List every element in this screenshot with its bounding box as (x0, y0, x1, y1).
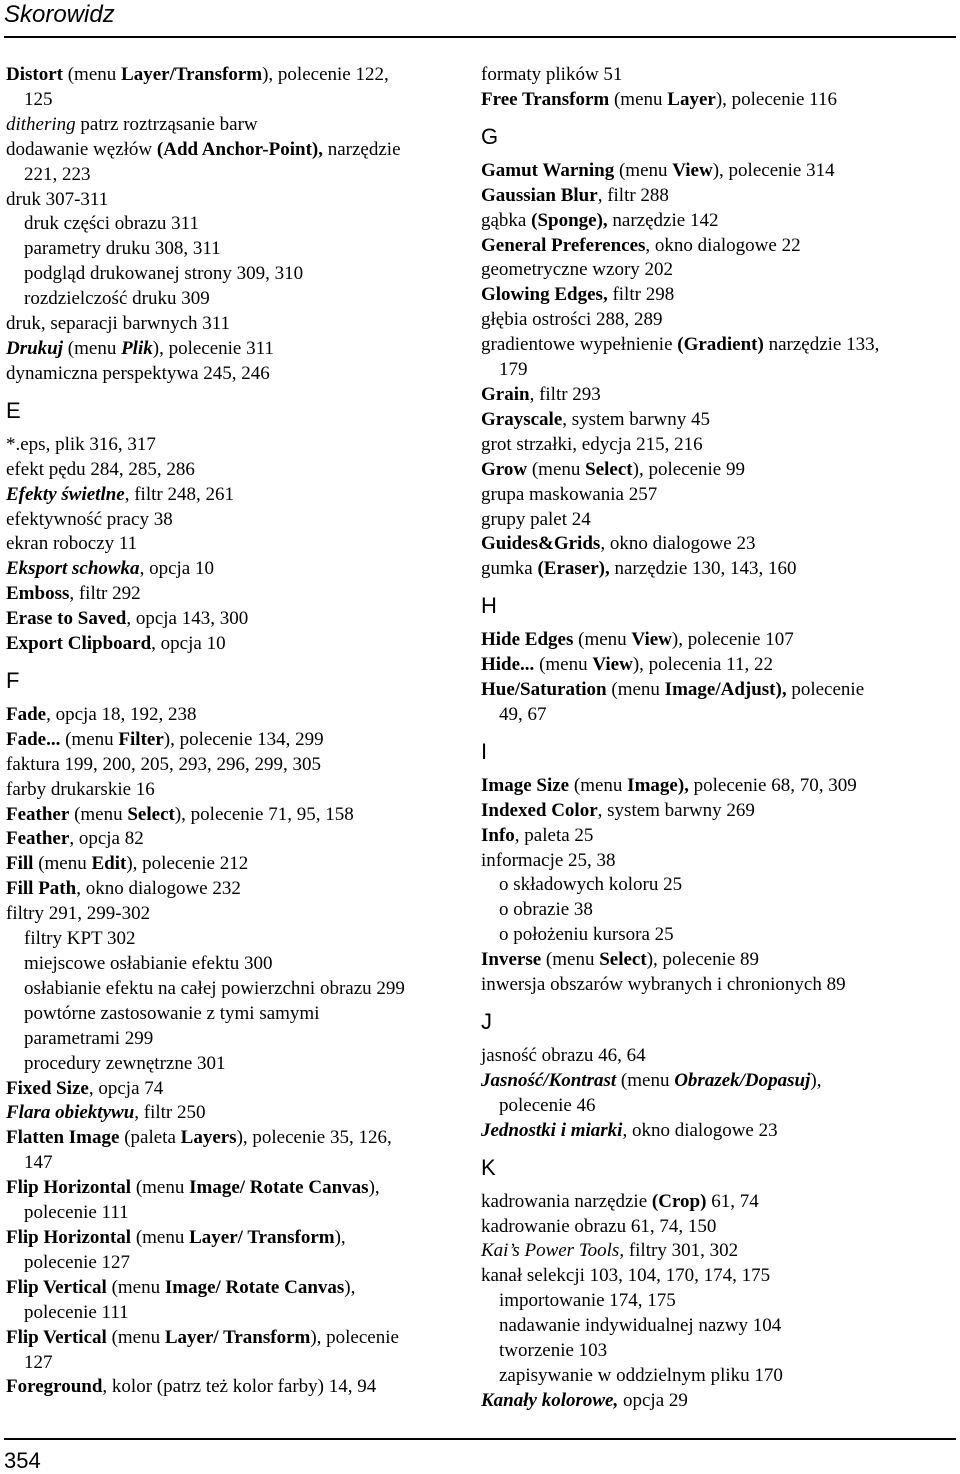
entry-text: Fade (6, 703, 47, 725)
entry-text: View (672, 159, 713, 181)
entry-text: druk, separacji barwnych 311 (6, 313, 231, 335)
entry-text: ), (810, 1069, 822, 1091)
entry-text: ), polecenia 11, 22 (632, 654, 773, 676)
entry-text: (menu (573, 629, 632, 651)
index-subentry (6, 262, 468, 287)
index-subentry (481, 898, 951, 923)
entry-text: polecenie 127 (24, 1251, 131, 1273)
entry-text: Fixed Size (6, 1077, 89, 1099)
entry-text: Guides&Grids (481, 533, 601, 555)
entry-text: efekt pędu 284, 285, 286 (6, 458, 195, 480)
index-entry-continuation (6, 1201, 468, 1226)
entry-text: Image), (627, 774, 689, 796)
entry-text: Hue/Saturation (481, 679, 607, 701)
entry-text: (Eraser), (537, 558, 610, 580)
entry-text: polecenie 111 (24, 1202, 129, 1224)
entry-text: importowanie 174, 175 (499, 1290, 676, 1312)
entry-text: ), (344, 1276, 356, 1298)
entry-text: , okno dialogowe 23 (622, 1119, 778, 1141)
entry-text: kadrowania narzędzie (481, 1190, 652, 1212)
page-header (4, 0, 956, 38)
index-entry (481, 948, 951, 973)
index-subentry (481, 873, 951, 898)
entry-text: Flip Horizontal (6, 1177, 132, 1199)
entry-text: Emboss (6, 583, 70, 605)
entry-text: Select (127, 803, 175, 825)
entry-text: parametry druku 308, 311 (24, 238, 221, 260)
index-entry-continuation (6, 1351, 468, 1376)
entry-text: ), polecenie 107 (671, 629, 794, 651)
entry-text: ), polecenie 89 (646, 949, 760, 971)
index-entry (6, 188, 468, 213)
entry-text: grot strzałki, edycja 215, 216 (481, 433, 703, 455)
entry-text: rozdzielczość druku 309 (24, 288, 210, 310)
index-entry (6, 1176, 468, 1201)
entry-text: 49, 67 (499, 703, 547, 725)
entry-text: Grain (481, 383, 530, 405)
entry-text: Layer/ Transform (164, 1326, 311, 1348)
entry-text: Grow (481, 458, 528, 480)
entry-text: , opcja 10 (151, 633, 226, 655)
index-subentry (6, 952, 468, 977)
index-subentry (6, 237, 468, 262)
entry-text: (menu (614, 159, 673, 181)
index-entry (6, 803, 468, 828)
entry-text: , kolor (patrz też kolor farby) 14, 94 (102, 1376, 377, 1398)
entry-text: Image/Adjust), (664, 679, 787, 701)
index-entry (6, 877, 468, 902)
index-entry (6, 607, 468, 632)
index-entry (481, 408, 951, 433)
entry-text: , filtr 288 (597, 184, 669, 206)
entry-text: ), (368, 1177, 380, 1199)
entry-text: polecenie (786, 679, 865, 701)
entry-text: Distort (6, 64, 63, 85)
entry-text: ), (334, 1226, 346, 1248)
index-entry (481, 678, 951, 703)
index-entry-continuation (481, 703, 951, 728)
index-entry (6, 1326, 468, 1351)
entry-text: , okno dialogowe 232 (76, 878, 241, 900)
index-entry-continuation (481, 358, 951, 383)
index-entry (481, 653, 951, 678)
page-title: Skorowidz (4, 1, 115, 28)
index-subentry (6, 287, 468, 312)
index-entry (481, 1215, 951, 1240)
entry-text: o położeniu kursora 25 (499, 924, 674, 946)
entry-text: , opcja 143, 300 (126, 608, 249, 630)
entry-text: Select (599, 949, 647, 971)
entry-text: (menu (60, 728, 119, 750)
index-entry (6, 902, 468, 927)
index-entry (6, 728, 468, 753)
index-entry-continuation (6, 1301, 468, 1326)
index-subentry (481, 1364, 951, 1389)
index-entry-continuation (481, 1094, 951, 1119)
entry-text: druk 307-311 (6, 188, 109, 210)
entry-text: gumka (481, 558, 538, 580)
entry-text: 221, 223 (24, 163, 91, 185)
entry-text: Jasność/Kontrast (481, 1069, 617, 1091)
index-entry (481, 383, 951, 408)
index-entry (481, 1044, 951, 1069)
entry-text: Plik (121, 337, 153, 359)
index-entry (481, 88, 951, 113)
entry-text: Layer/Transform (121, 64, 263, 85)
index-entry (481, 799, 951, 824)
entry-text: , system barwny 45 (562, 408, 711, 430)
index-subentry (481, 1339, 951, 1364)
entry-text: Image Size (481, 774, 570, 796)
index-entry (481, 283, 951, 308)
entry-text: Select (585, 458, 633, 480)
index-entry (6, 1077, 468, 1102)
entry-text: faktura 199, 200, 205, 293, 296, 299, 305 (6, 753, 322, 775)
index-entry (481, 1239, 951, 1264)
entry-text: (menu (541, 949, 600, 971)
entry-text: 147 (24, 1152, 53, 1174)
entry-text: dodawanie węzłów (6, 138, 157, 160)
entry-text: Fill Path (6, 878, 77, 900)
index-entry (481, 1264, 951, 1289)
entry-text: (menu (33, 853, 92, 875)
index-entry (6, 1101, 468, 1126)
page-number: 354 (4, 1448, 41, 1473)
entry-text: Image/ Rotate Canvas (164, 1276, 345, 1298)
entry-text: Foreground (6, 1376, 103, 1398)
entry-text: , filtr 248, 261 (124, 483, 234, 505)
entry-text: (menu (534, 654, 593, 676)
index-entry (481, 433, 951, 458)
entry-text: (Gradient) (677, 334, 764, 356)
entry-text: Export Clipboard (6, 633, 152, 655)
index-entry (6, 753, 468, 778)
entry-text: (menu (131, 1226, 190, 1248)
entry-text: Obrazek/Dopasuj (674, 1069, 811, 1091)
index-entry (481, 63, 951, 88)
entry-text: Flatten Image (6, 1127, 120, 1149)
entry-text: Layer/ Transform (189, 1226, 335, 1248)
index-subentry (6, 977, 468, 1002)
entry-text: grupa maskowania 257 (481, 483, 658, 505)
index-entry (481, 1389, 951, 1414)
entry-text: Jednostki i miarki (481, 1119, 623, 1141)
index-entry (6, 138, 468, 163)
index-entry (6, 483, 468, 508)
entry-text: narzędzie 142 (607, 209, 719, 231)
index-subentry (6, 212, 468, 237)
entry-text: Drukuj (6, 337, 64, 359)
entry-text: (menu (616, 1069, 675, 1091)
index-subentry (481, 1314, 951, 1339)
entry-text: Fade... (6, 728, 61, 750)
index-entry (481, 628, 951, 653)
index-entry (6, 1226, 468, 1251)
entry-text: głębia ostrości 288, 289 (481, 309, 663, 331)
entry-text: (menu (63, 337, 122, 359)
index-entry (6, 433, 468, 458)
section-letter: G (481, 123, 499, 149)
index-entry (6, 312, 468, 337)
entry-text: o składowych koloru 25 (499, 874, 683, 896)
entry-text: Edit (91, 853, 127, 875)
entry-text: , opcja 82 (69, 828, 144, 850)
section-letter: I (481, 738, 488, 764)
entry-text: zapisywanie w oddzielnym pliku 170 (499, 1364, 783, 1386)
index-entry (6, 557, 468, 582)
entry-text: ), polecenie 314 (712, 159, 835, 181)
entry-text: Eksport schowka (6, 558, 140, 580)
entry-text: *.eps, plik 316, 317 (6, 433, 156, 455)
entry-text: narzędzie 130, 143, 160 (609, 558, 797, 580)
index-entry (6, 532, 468, 557)
entry-text: ), polecenie 311 (152, 337, 274, 359)
entry-text: View (592, 654, 633, 676)
index-entry (481, 483, 951, 508)
index-entry (6, 827, 468, 852)
index-entry (481, 1190, 951, 1215)
entry-text: (paleta (119, 1127, 181, 1149)
entry-text: ), polecenie 71, 95, 158 (174, 803, 354, 825)
index-entry-continuation (6, 1251, 468, 1276)
entry-text: nadawanie indywidualnej nazwy 104 (499, 1315, 782, 1337)
index-subentry (6, 1027, 468, 1052)
entry-text: (menu (62, 64, 122, 85)
index-entry (6, 632, 468, 657)
entry-text: formaty plików 51 (481, 64, 623, 85)
entry-text: Gamut Warning (481, 159, 615, 181)
entry-text: , okno dialogowe 23 (600, 533, 756, 555)
index-entry (481, 333, 951, 358)
entry-text: filtry 291, 299-302 (6, 903, 151, 925)
index-entry (481, 1119, 951, 1144)
entry-text: (menu (106, 1276, 165, 1298)
entry-text: gąbka (481, 209, 532, 231)
entry-text: geometryczne wzory 202 (481, 259, 674, 281)
entry-text: , filtr 292 (69, 583, 141, 605)
index-entry (481, 824, 951, 849)
entry-text: kadrowanie obrazu 61, 74, 150 (481, 1215, 717, 1237)
entry-text: (menu (69, 803, 128, 825)
index-entry (6, 703, 468, 728)
section-letter: E (6, 397, 21, 423)
entry-text: filtry KPT 302 (24, 928, 136, 950)
index-column-left (6, 63, 468, 1400)
index-entry (6, 1375, 468, 1400)
entry-text: General Preferences (481, 234, 646, 256)
entry-text: ), polecenie 134, 299 (163, 728, 324, 750)
entry-text: Kai’s Power Tools (481, 1240, 620, 1262)
entry-text: Grayscale (481, 408, 563, 430)
index-entry (481, 159, 951, 184)
entry-text: (menu (131, 1177, 190, 1199)
index-entry (6, 582, 468, 607)
entry-text: , opcja 18, 192, 238 (46, 703, 197, 725)
index-entry (6, 63, 468, 88)
index-entry-continuation (6, 163, 468, 188)
index-entry (481, 849, 951, 874)
index-entry (6, 508, 468, 533)
entry-text: Glowing Edges, (481, 284, 608, 306)
entry-text: Indexed Color (481, 799, 598, 821)
index-subentry (481, 923, 951, 948)
entry-text: 125 (24, 88, 53, 110)
index-entry (481, 557, 951, 582)
entry-text: narzędzie 133, (763, 334, 880, 356)
entry-text: procedury zewnętrzne 301 (24, 1052, 226, 1074)
entry-text: dithering (6, 113, 76, 135)
entry-text: , opcja 10 (139, 558, 214, 580)
index-entry (481, 308, 951, 333)
entry-text: ), polecenie 116 (715, 88, 837, 110)
entry-text: powtórne zastosowanie z tymi samymi (24, 1002, 320, 1024)
entry-text: Flip Vertical (6, 1276, 107, 1298)
entry-text: tworzenie 103 (499, 1340, 608, 1362)
entry-text: o obrazie 38 (499, 899, 593, 921)
entry-text: Filter (118, 728, 164, 750)
entry-text: , filtr 250 (134, 1102, 206, 1124)
entry-text: , opcja 74 (88, 1077, 164, 1099)
entry-text: (menu (606, 679, 665, 701)
entry-text: farby drukarskie 16 (6, 778, 155, 800)
entry-text: ), polecenie 35, 126, (236, 1127, 392, 1149)
index-entry (481, 458, 951, 483)
entry-text: View (631, 629, 672, 651)
section-letter: H (481, 593, 497, 619)
index-entry (6, 1126, 468, 1151)
entry-text: osłabianie efektu na całej powierzchni obrazu 299 (24, 977, 405, 999)
entry-text: polecenie 68, 70, 309 (688, 774, 857, 796)
entry-text: filtr 298 (607, 284, 675, 306)
entry-text: polecenie 111 (24, 1301, 129, 1323)
entry-text: , okno dialogowe 22 (645, 234, 801, 256)
section-letter: J (481, 1009, 492, 1034)
index-entry (6, 337, 468, 362)
entry-text: , filtr 293 (529, 383, 601, 405)
entry-text: ), polecenie 122, (262, 64, 389, 85)
entry-text: Flip Vertical (6, 1326, 107, 1348)
index-entry (6, 1276, 468, 1301)
section-letter: F (6, 667, 20, 693)
index-subentry (481, 1289, 951, 1314)
entry-text: Inverse (481, 949, 542, 971)
entry-text: opcja 29 (618, 1389, 688, 1411)
entry-text: Feather (6, 803, 70, 825)
entry-text: , filtry 301, 302 (619, 1240, 739, 1262)
page-footer (4, 1438, 956, 1474)
index-entry-continuation (6, 88, 468, 113)
index-entry (6, 852, 468, 877)
entry-text: 179 (499, 359, 528, 381)
entry-text: parametrami 299 (24, 1027, 154, 1049)
index-subentry (6, 1002, 468, 1027)
entry-text: dynamiczna perspektywa 245, 246 (6, 362, 270, 384)
entry-text: Efekty świetlne (6, 483, 125, 505)
index-entry (6, 113, 468, 138)
entry-text: (Sponge), (531, 209, 608, 231)
entry-text: Hide Edges (481, 629, 574, 651)
entry-text: inwersja obszarów wybranych i chronionych 89 (481, 974, 846, 996)
entry-text: Kanały kolorowe, (481, 1389, 619, 1411)
index-entry (6, 458, 468, 483)
entry-text: ), polecenie 99 (632, 458, 745, 480)
entry-text: Free Transform (481, 88, 610, 110)
entry-text: gradientowe wypełnienie (481, 334, 678, 356)
entry-text: Layer (667, 88, 716, 110)
entry-text: Gaussian Blur (481, 184, 598, 206)
entry-text: kanał selekcji 103, 104, 170, 174, 175 (481, 1265, 771, 1287)
index-entry-continuation (6, 1151, 468, 1176)
index-subentry (6, 1052, 468, 1077)
entry-text: (Crop) (651, 1190, 707, 1212)
index-entry (6, 362, 468, 387)
entry-text: grupy palet 24 (481, 508, 591, 530)
index-column-right (481, 63, 951, 1414)
entry-text: , paleta 25 (514, 824, 594, 846)
entry-text: miejscowe osłabianie efektu 300 (24, 953, 273, 974)
entry-text: Fill (6, 853, 34, 875)
index-entry (481, 774, 951, 799)
entry-text: efektywność pracy 38 (6, 508, 173, 530)
entry-text: Image/ Rotate Canvas (189, 1177, 369, 1199)
entry-text: patrz roztrząsanie barw (75, 113, 258, 135)
index-entry (481, 508, 951, 533)
entry-text: ekran roboczy 11 (6, 533, 138, 555)
index-subentry (6, 927, 468, 952)
entry-text: narzędzie (322, 138, 401, 160)
entry-text: polecenie 46 (499, 1094, 596, 1116)
index-entry (481, 234, 951, 259)
entry-text: (menu (106, 1326, 165, 1348)
index-entry (481, 258, 951, 283)
entry-text: Erase to Saved (6, 608, 127, 630)
entry-text: druk części obrazu 311 (24, 213, 199, 235)
entry-text: Feather (6, 828, 70, 850)
entry-text: Flara obiektywu (6, 1102, 135, 1124)
entry-text: Layers (180, 1127, 237, 1149)
entry-text: podgląd drukowanej strony 309, 310 (24, 263, 304, 285)
entry-text: informacje 25, 38 (481, 849, 616, 871)
entry-text: Info (481, 824, 515, 846)
index-entry (481, 1069, 951, 1094)
index-entry (481, 184, 951, 209)
entry-text: 127 (24, 1351, 53, 1373)
entry-text: Flip Horizontal (6, 1226, 132, 1248)
section-letter: K (481, 1154, 496, 1180)
entry-text: jasność obrazu 46, 64 (481, 1045, 646, 1066)
entry-text: ), polecenie (310, 1326, 399, 1348)
entry-text: (menu (569, 774, 628, 796)
index-entry (481, 209, 951, 234)
entry-text: (menu (609, 88, 668, 110)
entry-text: ), polecenie 212 (126, 853, 249, 875)
index-entry (481, 532, 951, 557)
entry-text: , system barwny 269 (597, 799, 755, 821)
entry-text: (menu (527, 458, 586, 480)
index-entry (481, 973, 951, 998)
entry-text: Hide... (481, 654, 535, 676)
index-entry (6, 778, 468, 803)
entry-text: (Add Anchor-Point), (156, 138, 323, 160)
entry-text: 61, 74 (706, 1190, 759, 1212)
